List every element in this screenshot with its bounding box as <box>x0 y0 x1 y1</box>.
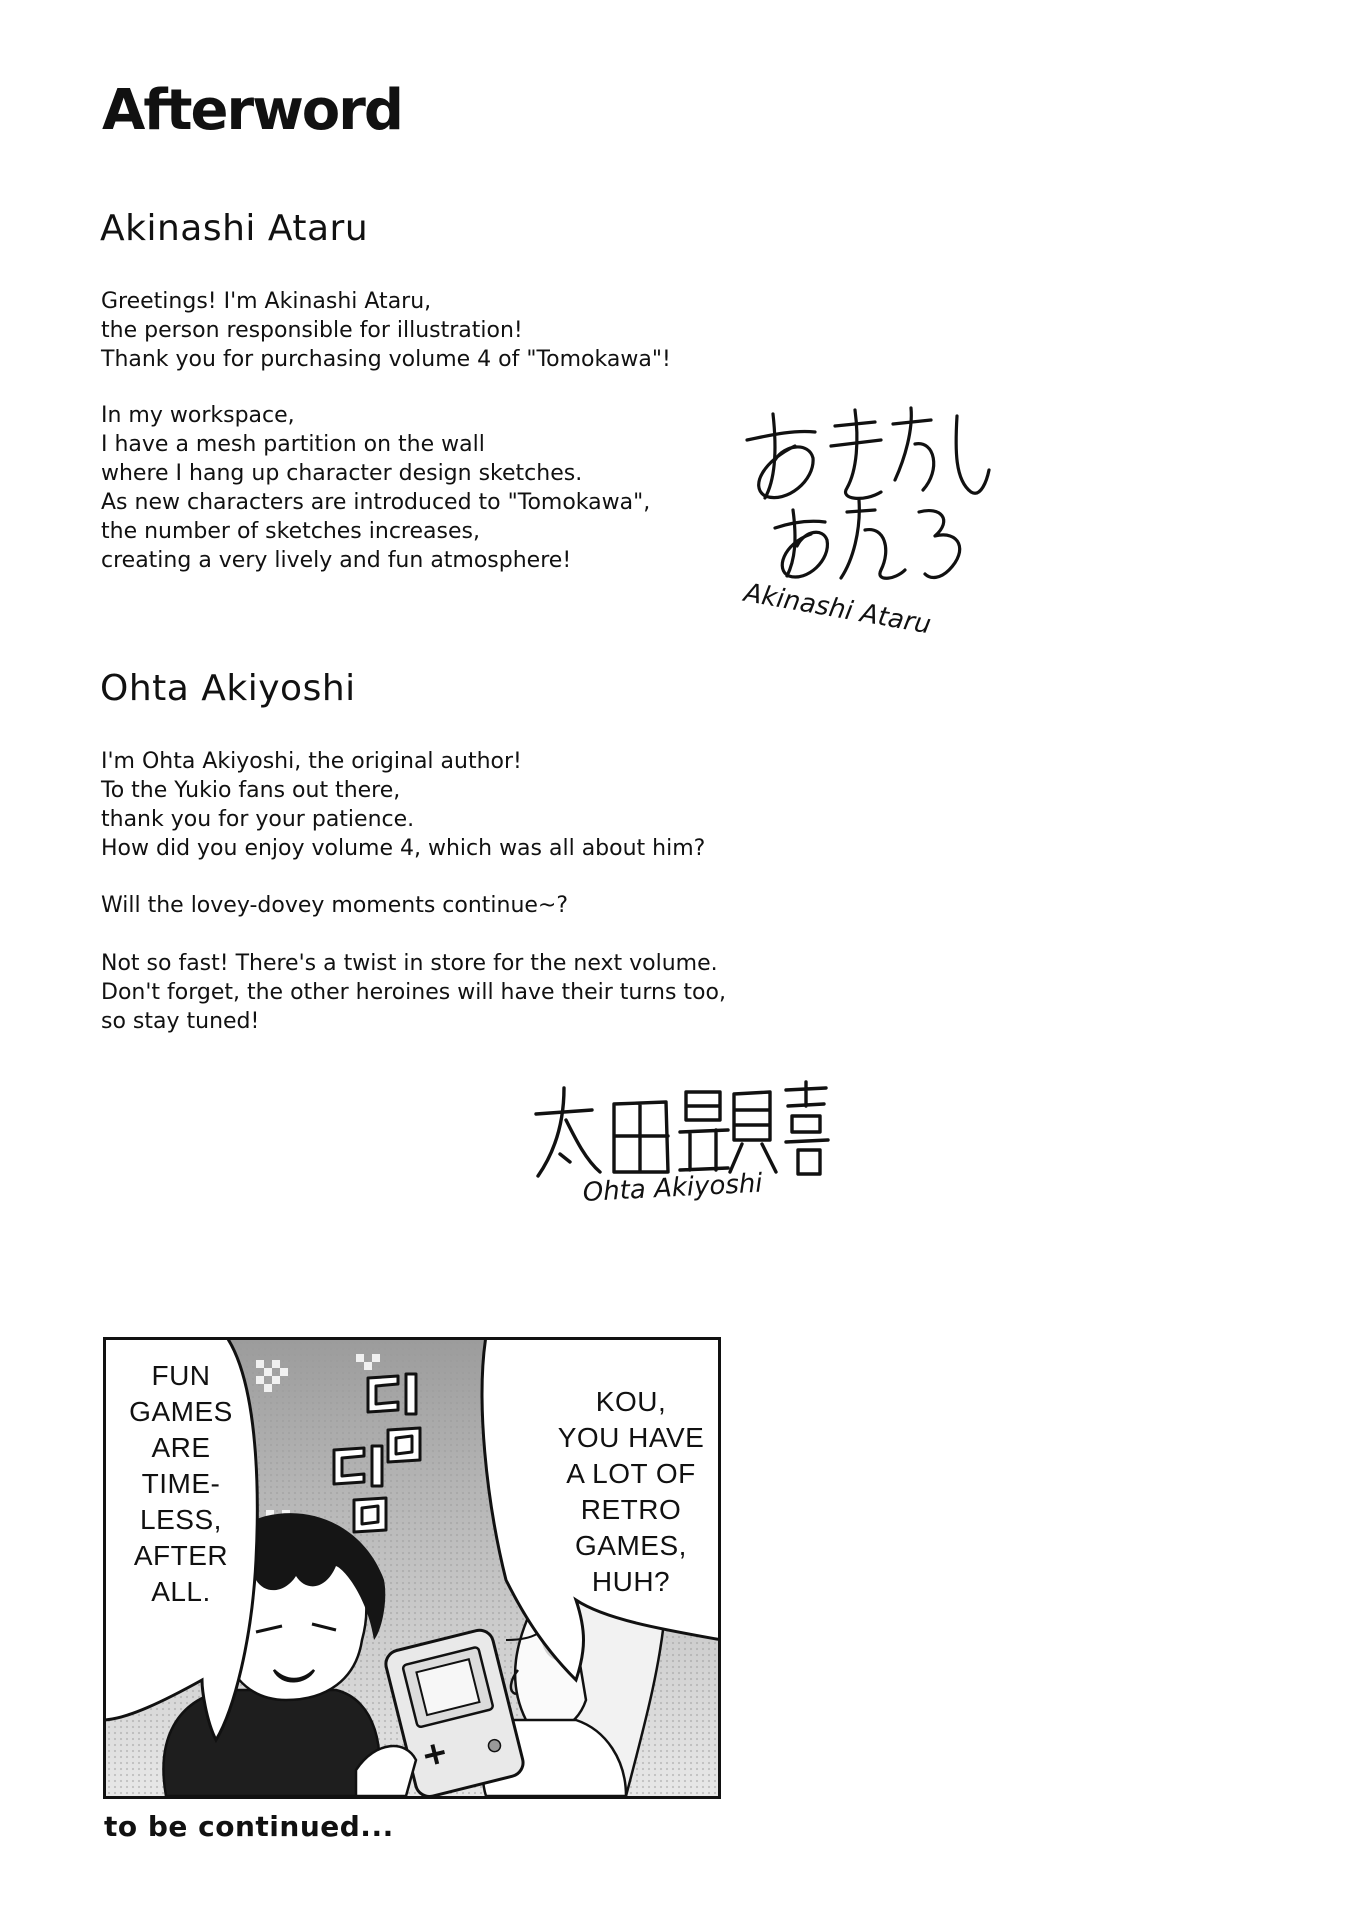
akinashi-paragraph-2: In my workspace, I have a mesh partition on the wall where I hang up character design sketches. As new characters are introduced to "Tomokawa", the number of sketches increases, creating a very lively and fun atmosphere! <box>101 403 651 573</box>
section-heading-akinashi: Akinashi Ataru <box>100 208 369 249</box>
to-be-continued: to be continued... <box>104 1810 394 1843</box>
ohta-paragraph-1: I'm Ohta Akiyoshi, the original author! To the Yukio fans out there, thank you for your patience. How did you enjoy volume 4, which was all about him? <box>101 749 706 861</box>
ohta-signature <box>530 1080 830 1208</box>
akinashi-paragraph-1: Greetings! I'm Akinashi Ataru, the person responsible for illustration! Thank you for purchasing volume 4 of "Tomokawa"! <box>101 289 671 372</box>
ohta-signature-romaji: Ohta Akiyoshi <box>582 1168 764 1208</box>
akinashi-signature-romaji: Akinashi Ataru <box>741 578 934 641</box>
akinashi-signature <box>735 400 995 641</box>
section-heading-ohta: Ohta Akiyoshi <box>100 668 356 709</box>
akinashi-signature-handwriting <box>735 400 995 600</box>
page-title: Afterword <box>102 78 402 143</box>
speech-bubble-left: FUN GAMES ARE TIME- LESS, AFTER ALL. <box>129 1360 233 1607</box>
ohta-paragraph-2: Will the lovey-dovey moments continue~? <box>101 893 569 918</box>
comic-panel <box>103 1337 721 1799</box>
speech-bubble-right: KOU, YOU HAVE A LOT OF RETRO GAMES, HUH? <box>557 1386 705 1597</box>
ohta-paragraph-3: Not so fast! There's a twist in store for the next volume. Don't forget, the other heroines will have their turns too, so stay tuned! <box>101 951 726 1034</box>
